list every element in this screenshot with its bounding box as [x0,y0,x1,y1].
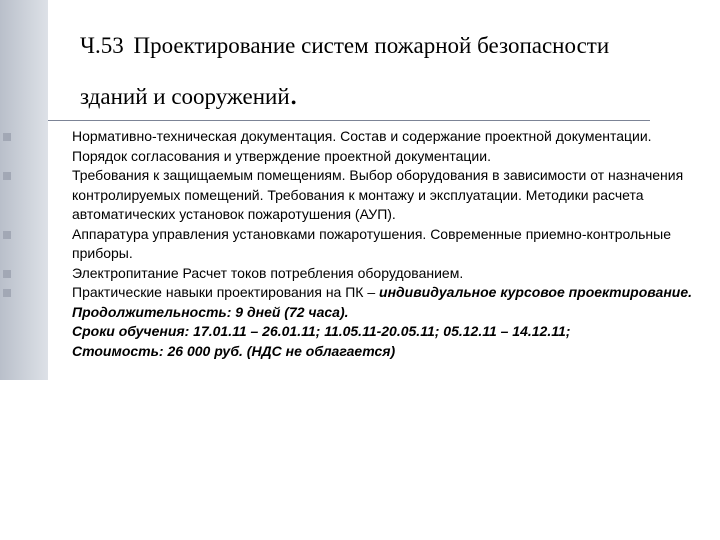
square-bullet-icon [3,133,11,141]
title-end-dot: . [289,75,298,111]
list-item-text: Электропитание Расчет токов потребления оборудованием. [72,264,464,281]
list-item [0,283,700,303]
duration-text: Продолжительность: 9 дней (72 часа). [72,303,349,320]
square-bullet-icon [3,289,11,297]
square-bullet-icon [3,172,11,180]
course-number: Ч.53 [80,33,124,58]
title-text-2: зданий и сооружений [80,84,290,109]
list-item [0,225,700,264]
practice-emphasis: индивидуальное курсовое проектирование. [379,284,692,300]
topic-list [0,127,700,361]
price-line [0,342,700,362]
practice-text: Практические навыки проектирования на ПК – [72,284,380,300]
slide-title-line-2 [80,75,298,111]
list-item-text: Требования к защищаемым помещениям. Выбор оборудования в зависимости от назначения контролируемых помещений. Требования к монтажу и эксплуатации. Методики расчета автоматических установок пожаротушения (АУП). [72,167,684,222]
schedule-text: Сроки обучения: 17.01.11 – 26.01.11; 11.05.11-20.05.11; 05.12.11 – 14.12.11; [72,323,571,339]
square-bullet-icon [3,270,11,278]
duration-line [0,303,700,323]
list-item [0,127,700,166]
list-item [0,264,700,284]
title-divider [48,120,650,121]
price-text: Стоимость: 26 000 руб. (НДС не облагается) [72,342,396,359]
schedule-line [0,322,700,342]
list-item-text: Аппаратура управления установками пожаротушения. Современные приемно-контрольные приборы. [72,225,672,261]
square-bullet-icon [3,231,11,239]
list-item-text [72,283,692,303]
title-text-1: Проектирование систем пожарной безопасности [133,33,610,58]
slide-title-line-1 [80,33,609,59]
list-item [0,166,700,225]
list-item-text: Нормативно-техническая документация. Состав и содержание проектной документации. Порядок согласования и утверждение проектной документации. [72,128,652,164]
